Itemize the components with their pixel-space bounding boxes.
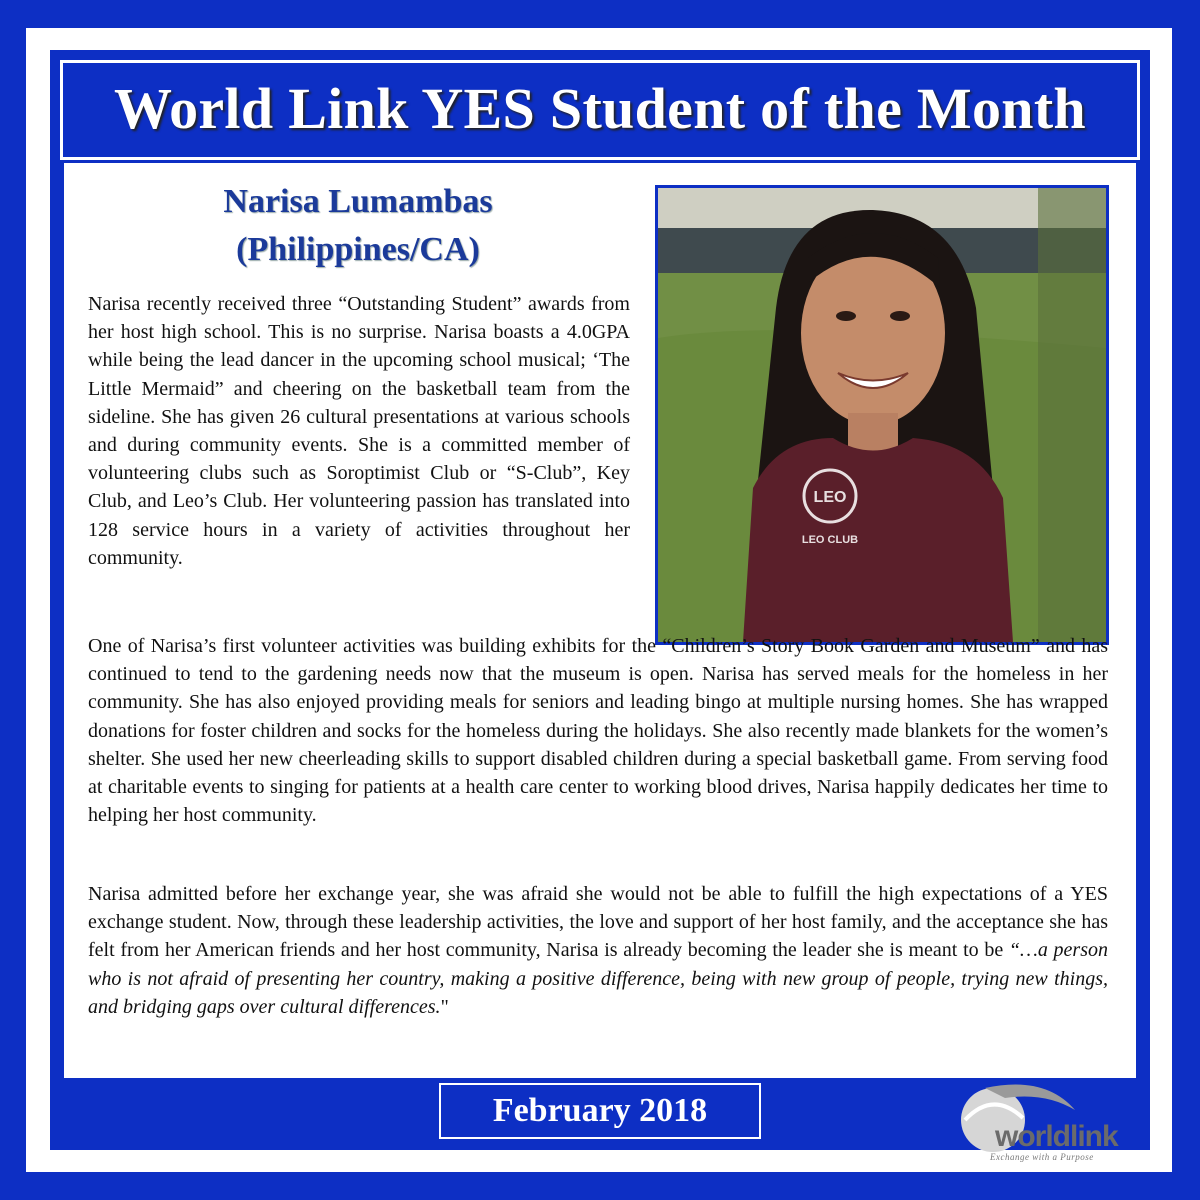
student-name-block <box>88 178 628 274</box>
paragraph-leadership <box>88 880 1108 1021</box>
quote-end: " <box>440 995 449 1018</box>
paragraph-volunteer-rest: exhibits for the “Children’s Story Book Garden and Museum” and has continued to tend to the gardening needs now that the museum is open. Narisa has served meals for the homeless in her community. She has also enjoyed providing meals for seniors and leading bingo at multiple nursing homes. She has wrapped donations for foster children and socks for the homeless during the holidays. She also recently made blankets for the women’s shelter. She used her new cheerleading skills to support disabled children during a special basketball game. From serving food at charitable events to singing for patients at a health care center to working blood drives, Narisa happily dedicates her time to helping her host community. <box>88 635 1109 827</box>
page-title: World Link YES Student of the Month <box>113 76 1086 141</box>
paragraph-volunteer-line1: One of Narisa’s first volunteer activities was building <box>88 635 526 657</box>
student-origin: (Philippines/CA) <box>236 231 480 268</box>
svg-text:LEO: LEO <box>813 489 847 506</box>
paragraph-awards: Narisa recently received three “Outstanding Student” awards from her host high school. This is no surprise. Narisa boasts a 4.0GPA while being the lead dancer in the upcoming school musical; ‘The Little Mermaid” and cheering on the basketball team from the sideline. She has given 26 cultural presentations at various schools and during community events. She is a committed member of volunteering clubs such as Soroptimist Club or “S-Club”, Key Club, and Leo’s Club. Her volunteering passion has translated into 128 service hours in a variety of activities throughout her community. <box>88 293 630 569</box>
student-name: Narisa Lumambas <box>223 183 493 220</box>
shirt-text: LEO CLUB <box>801 534 859 546</box>
student-photo-illustration <box>658 188 1106 642</box>
paragraph-leadership-text: Narisa admitted before her exchange year, she was afraid she would not be able to fulfill the high expectations of a YES exchange student. Now, through these leadership activities, the love and support of her host family, and the acceptance she has felt from her American friends and her host community, Narisa is already becoming the leader she is meant to be <box>88 883 1108 962</box>
paragraph-volunteer <box>88 632 1108 829</box>
student-quote: “…a person who is not afraid of presenting her country, making a positive difference, being with new group of people, trying new things, and bridging gaps over cultural differences. <box>88 939 1108 1018</box>
student-photo <box>655 185 1109 645</box>
date-label: February 2018 <box>492 1092 708 1129</box>
logo-tagline: Exchange with a Purpose <box>990 1152 1094 1162</box>
logo-wordmark: worldlink <box>995 1120 1118 1153</box>
